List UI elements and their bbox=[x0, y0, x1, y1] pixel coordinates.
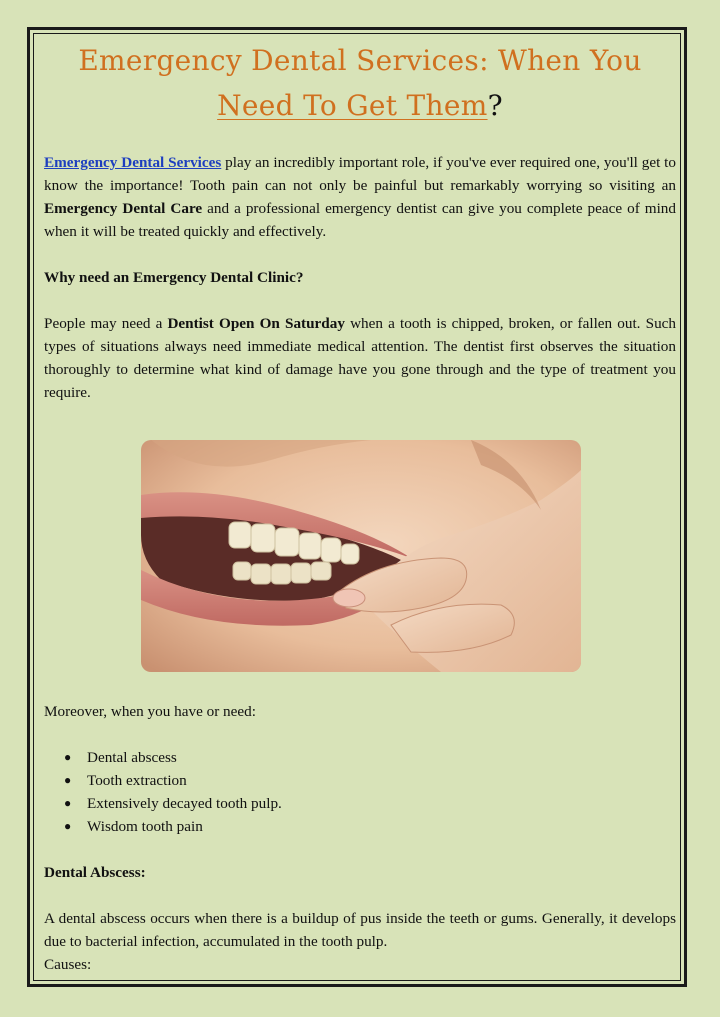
toothache-illustration bbox=[141, 440, 581, 672]
moreover-line: Moreover, when you have or need: bbox=[44, 703, 256, 720]
needs-list bbox=[44, 746, 676, 838]
causes-label: Causes: bbox=[44, 956, 92, 973]
list-item: ● Wisdom tooth pain bbox=[64, 815, 676, 838]
intro-text-1: play an incredibly important role, if you've ever required one, you'll get to know the importance! Tooth pain can not only be painful but remarkably worrying so visiting an bbox=[44, 154, 676, 194]
title-question-mark: ? bbox=[487, 89, 503, 122]
list-item: ● Tooth extraction bbox=[64, 769, 676, 792]
why-bold-1: Dentist Open On Saturday bbox=[167, 315, 345, 332]
section-heading-why: Why need an Emergency Dental Clinic? bbox=[44, 269, 304, 286]
list-item: ● Dental abscess bbox=[64, 746, 676, 769]
toothache-photo bbox=[141, 440, 581, 672]
why-paragraph bbox=[44, 312, 676, 404]
title-line-2: Need To Get Them bbox=[217, 89, 488, 122]
why-text-2: when a tooth is chipped, broken, or fallen out. Such types of situations always need immediate medical attention. The dentist first observes the situation thoroughly to determine what kind of damage have you gone through and the type of treatment you require. bbox=[44, 315, 676, 401]
intro-paragraph bbox=[44, 151, 676, 243]
title-line-1: Emergency Dental Services: When You bbox=[78, 44, 642, 77]
page-title bbox=[44, 38, 676, 128]
list-item: ● Extensively decayed tooth pulp. bbox=[64, 792, 676, 815]
why-text-1: People may need a bbox=[44, 315, 168, 332]
abscess-paragraph: A dental abscess occurs when there is a buildup of pus inside the teeth or gums. Generally, it develops due to bacterial infection, accumulated in the tooth pulp. bbox=[44, 910, 676, 950]
intro-bold-1: Emergency Dental Care bbox=[44, 200, 203, 217]
section-heading-abscess: Dental Abscess: bbox=[44, 864, 146, 881]
document-body bbox=[44, 38, 676, 976]
emergency-dental-services-link[interactable]: Emergency Dental Services bbox=[44, 154, 222, 171]
intro-text-2: and a professional emergency dentist can give you complete peace of mind when it will be treated quickly and effectively. bbox=[44, 200, 676, 240]
